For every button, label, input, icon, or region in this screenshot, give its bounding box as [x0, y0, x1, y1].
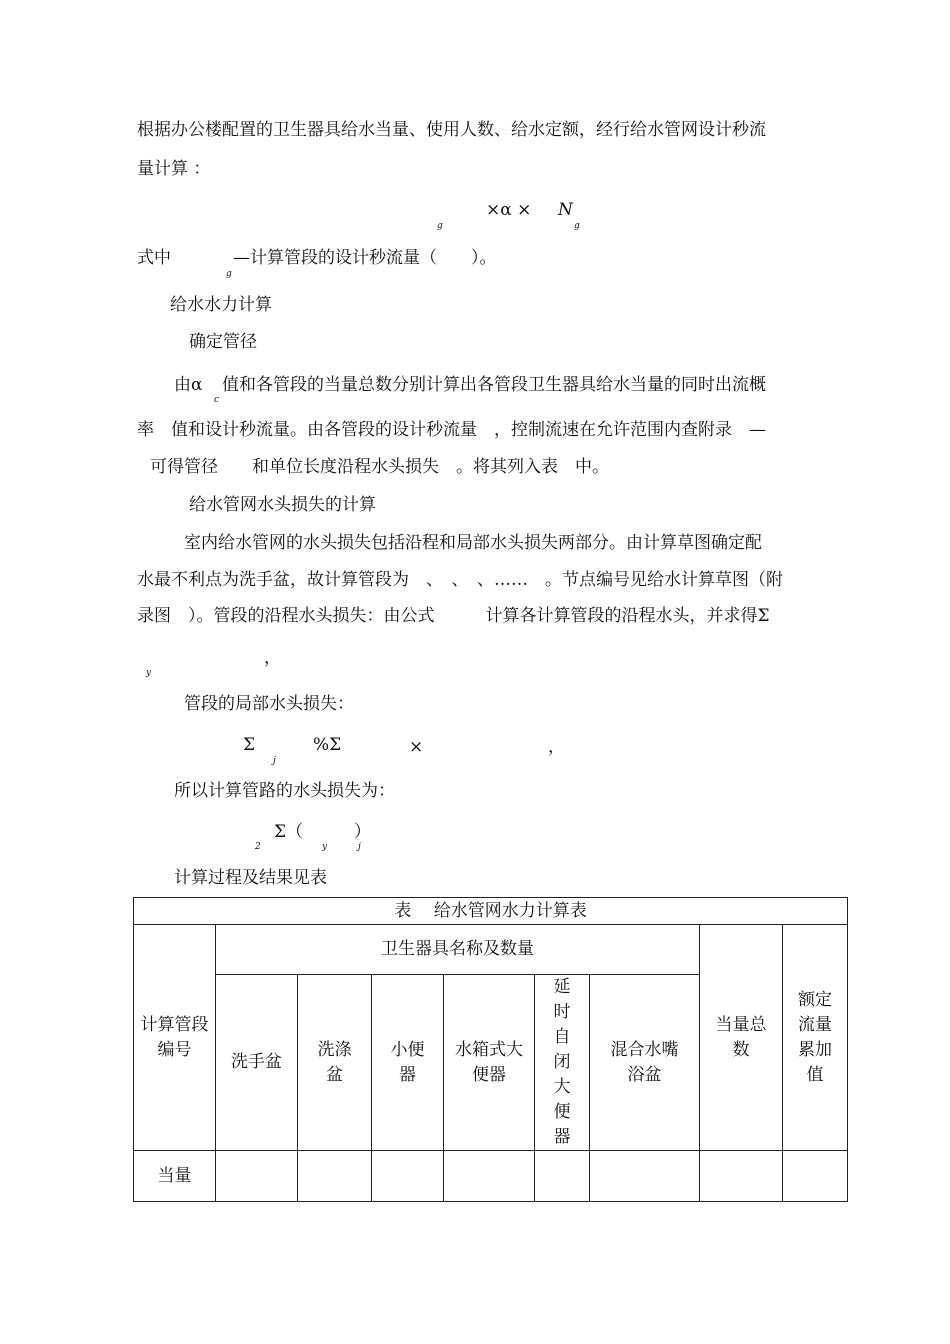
header-rated-flow — [783, 925, 848, 1151]
row-equivalent-label: 当量 — [134, 1151, 216, 1202]
paragraph-loss-line3: 录图 ）。管段的沿程水头损失：由公式 计算各计算管段的沿程水头，并求得Σ — [137, 606, 770, 626]
table-cell — [444, 1151, 535, 1202]
paragraph-alpha-line2: 率 值和设计秒流量。由各管段的设计秒流量 ，控制流速在允许范围内查附录 — — [137, 420, 766, 440]
paragraph-alpha-a: 由α — [174, 375, 203, 395]
formula2-sigma: Σ — [243, 735, 256, 755]
header-fixture-group: 卫生器具名称及数量 — [216, 925, 700, 975]
paragraph-where-text: —计算管段的设计秒流量（ ）。 — [233, 248, 497, 268]
header-pipe-segment-no — [134, 925, 216, 1151]
table-cell — [372, 1151, 444, 1202]
table-cell — [700, 1151, 783, 1202]
table-caption: 表 给水管网水力计算表 — [134, 898, 848, 925]
table-cell — [535, 1151, 590, 1202]
heading-head-loss: 给水管网水头损失的计算 — [189, 495, 376, 515]
paragraph-alpha-b: 值和各管段的当量总数分别计算出各管段卫生器具给水当量的同时出流概 — [222, 375, 766, 395]
header-rated-flow-text: 额定流量累加值 — [798, 989, 833, 1085]
formula1-sub-g: g — [437, 221, 443, 231]
paragraph-alpha-sub-c: c — [214, 395, 220, 405]
paragraph-total-loss: 所以计算管路的水头损失为： — [174, 781, 395, 801]
table-cell — [298, 1151, 372, 1202]
formula3-body: Σ（ ） — [274, 822, 372, 842]
paragraph-local-loss: 管段的局部水头损失： — [184, 694, 354, 714]
paragraph-alpha-line3: 可得管径 和单位长度沿程水头损失 。将其列入表 中。 — [150, 457, 609, 477]
header-fixture-urinal — [372, 975, 444, 1151]
table-cell — [590, 1151, 700, 1202]
header-pipe-segment-text: 计算管段编号 — [140, 1014, 209, 1060]
formula1-N: N — [558, 200, 573, 220]
paragraph-loss-sub-y: y — [146, 668, 152, 678]
fixture-flush-valve-toilet-text: 延时自闭大便器 — [553, 977, 571, 1147]
fixture-bathtub-text: 混合水嘴浴盆 — [610, 1039, 679, 1085]
header-fixture-flush-valve-toilet — [535, 975, 590, 1151]
formula2-comma: ， — [548, 737, 565, 757]
paragraph-loss-line1: 室内给水管网的水头损失包括沿程和局部水头损失两部分。由计算草图确定配 — [184, 533, 762, 553]
heading-pipe-diameter: 确定管径 — [189, 332, 257, 352]
fixture-tank-toilet-text: 水箱式大便器 — [455, 1039, 523, 1085]
formula1-operator: ×α × — [486, 200, 532, 220]
header-equivalent-total-text: 当量总数 — [715, 1014, 767, 1060]
formula1-sub-g2: g — [574, 221, 580, 231]
formula2-percent-sigma: %Σ — [313, 735, 342, 755]
paragraph-where-sub-g: g — [226, 269, 232, 279]
fixture-urinal-text: 小便器 — [390, 1039, 425, 1085]
paragraph-loss-line2: 水最不利点为洗手盆，故计算管段为 、 、 、…… 。节点编号见给水计算草图（附 — [137, 570, 783, 590]
paragraph-see-table: 计算过程及结果见表 — [174, 868, 327, 888]
formula2-sub-j: j — [273, 756, 276, 766]
formula2-times: × — [409, 737, 424, 757]
paragraph-intro-line2: 量计算 ： — [137, 159, 211, 179]
formula3-sub-2: 2 — [255, 842, 261, 852]
fixture-washbasin-text: 洗手盆 — [231, 1052, 282, 1072]
heading-hydraulic-calc: 给水水力计算 — [170, 295, 272, 315]
header-fixture-sink — [298, 975, 372, 1151]
header-fixture-bathtub — [590, 975, 700, 1151]
table-cell — [216, 1151, 298, 1202]
paragraph-loss-comma: ， — [264, 648, 281, 668]
header-fixture-tank-toilet — [444, 975, 535, 1151]
formula3-sub-j: j — [358, 842, 361, 852]
table-cell — [783, 1151, 848, 1202]
formula3-sub-y: y — [322, 842, 328, 852]
header-fixture-washbasin — [216, 975, 298, 1151]
paragraph-where-prefix: 式中 — [137, 248, 171, 268]
header-equivalent-total — [700, 925, 783, 1151]
hydraulic-calc-table — [133, 897, 848, 1202]
fixture-sink-text: 洗涤盆 — [317, 1039, 352, 1085]
paragraph-intro-line1: 根据办公楼配置的卫生器具给水当量、使用人数、给水定额，经行给水管网设计秒流 — [137, 120, 766, 140]
